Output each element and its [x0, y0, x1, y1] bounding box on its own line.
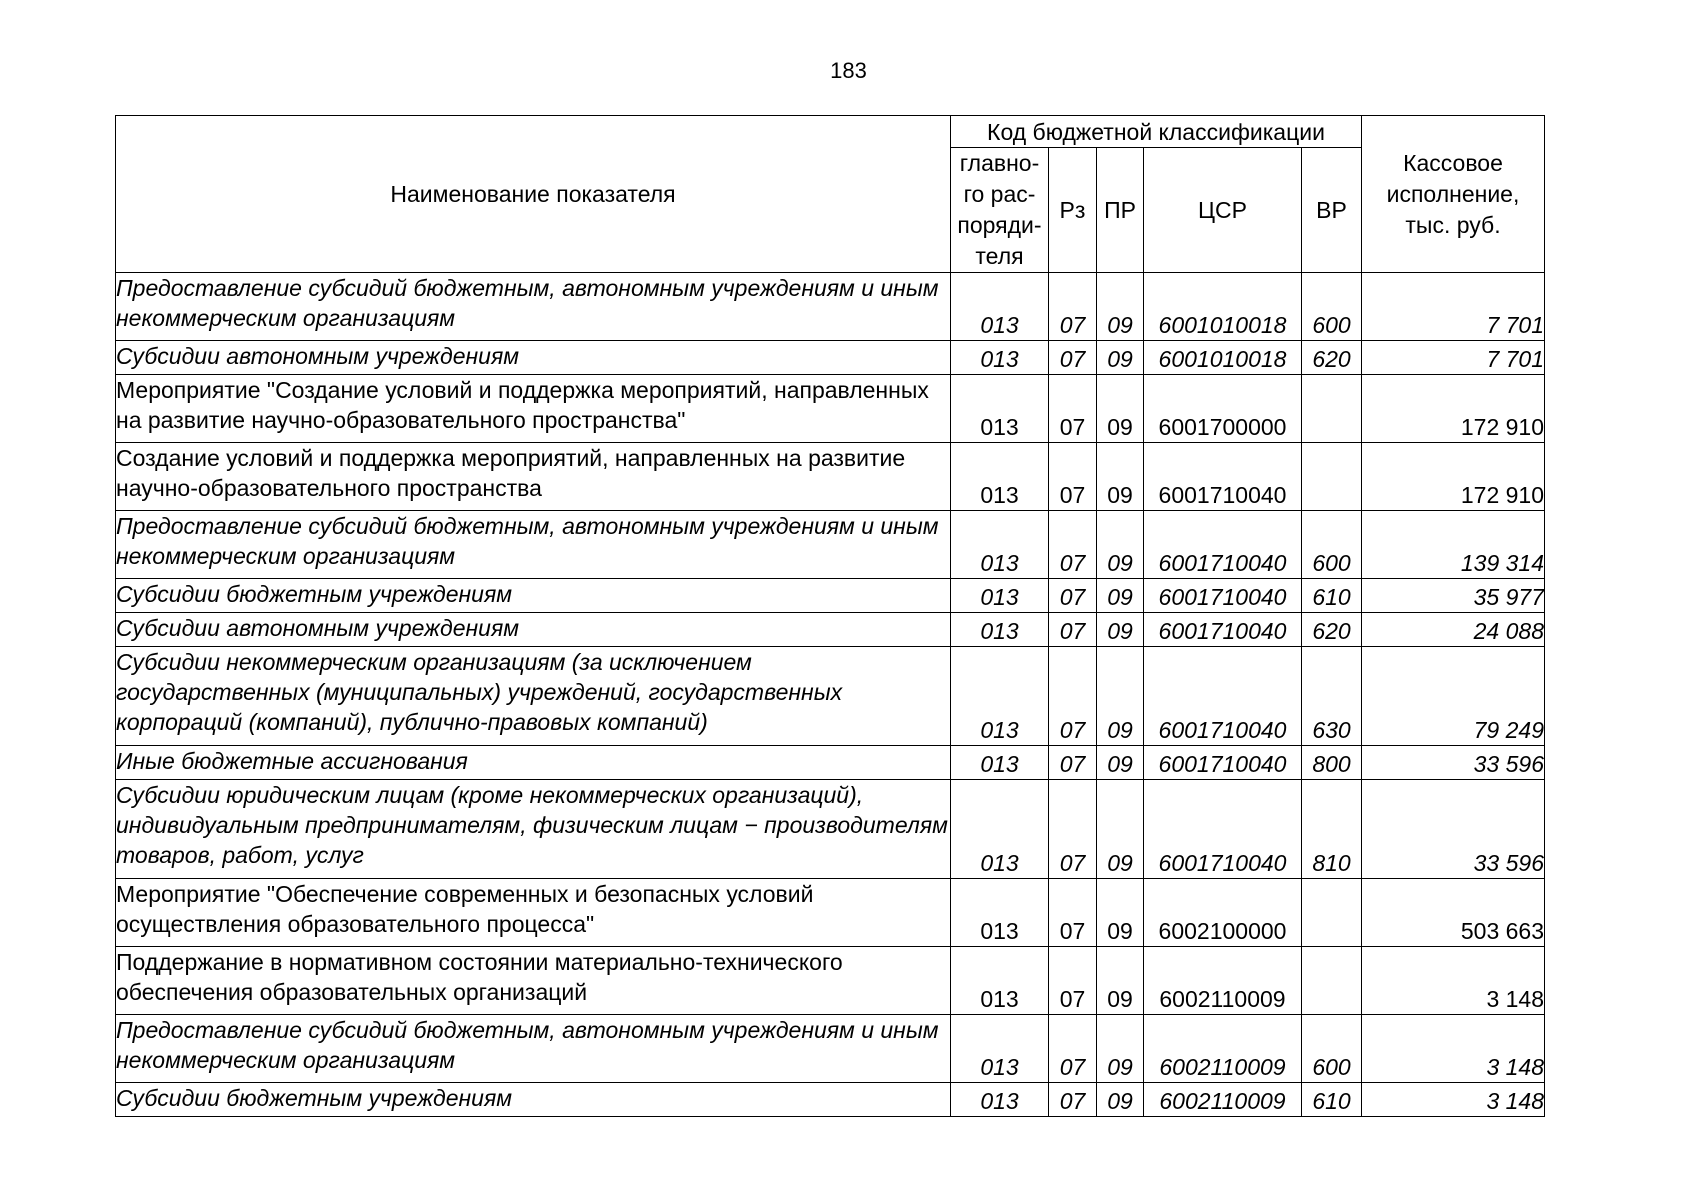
header-rz: Рз [1049, 148, 1097, 273]
row-rz: 07 [1049, 1083, 1097, 1117]
row-pr: 09 [1097, 511, 1144, 579]
table-body [116, 273, 1545, 1117]
table-row [116, 341, 1545, 375]
row-rz: 07 [1049, 780, 1097, 879]
row-vr: 800 [1302, 746, 1362, 780]
row-ministry: 013 [951, 443, 1049, 511]
row-amount: 3 148 [1362, 1015, 1545, 1083]
row-rz: 07 [1049, 443, 1097, 511]
row-amount: 35 977 [1362, 579, 1545, 613]
table-row [116, 780, 1545, 879]
row-amount: 7 701 [1362, 273, 1545, 341]
table-row [116, 1015, 1545, 1083]
row-name: Создание условий и поддержка мероприятий, направленных на развитие научно-образовательного пространства [116, 443, 951, 511]
header-code-group: Код бюджетной классификации [951, 116, 1362, 148]
budget-table [115, 115, 1545, 1117]
row-pr: 09 [1097, 341, 1144, 375]
row-vr: 630 [1302, 647, 1362, 746]
row-ministry: 013 [951, 511, 1049, 579]
header-name: Наименование показателя [116, 116, 951, 273]
row-ministry: 013 [951, 1083, 1049, 1117]
row-pr: 09 [1097, 1015, 1144, 1083]
row-csr: 6001710040 [1144, 511, 1302, 579]
row-pr: 09 [1097, 375, 1144, 443]
table-row [116, 947, 1545, 1015]
row-rz: 07 [1049, 375, 1097, 443]
row-rz: 07 [1049, 879, 1097, 947]
row-amount: 172 910 [1362, 443, 1545, 511]
table-row [116, 746, 1545, 780]
table-row [116, 613, 1545, 647]
row-csr: 6001710040 [1144, 579, 1302, 613]
row-csr: 6002110009 [1144, 947, 1302, 1015]
row-rz: 07 [1049, 273, 1097, 341]
row-vr [1302, 443, 1362, 511]
row-pr: 09 [1097, 273, 1144, 341]
row-pr: 09 [1097, 647, 1144, 746]
header-csr: ЦСР [1144, 148, 1302, 273]
row-csr: 6001700000 [1144, 375, 1302, 443]
row-amount: 139 314 [1362, 511, 1545, 579]
row-vr: 600 [1302, 1015, 1362, 1083]
row-ministry: 013 [951, 746, 1049, 780]
table-row [116, 375, 1545, 443]
row-name: Предоставление субсидий бюджетным, автономным учреждениям и иным некоммерческим организациям [116, 511, 951, 579]
row-name: Субсидии автономным учреждениям [116, 613, 951, 647]
table-row [116, 511, 1545, 579]
row-ministry: 013 [951, 647, 1049, 746]
row-name: Мероприятие "Обеспечение современных и безопасных условий осуществления образовательного процесса" [116, 879, 951, 947]
row-rz: 07 [1049, 511, 1097, 579]
row-pr: 09 [1097, 879, 1144, 947]
row-vr: 620 [1302, 613, 1362, 647]
row-amount: 79 249 [1362, 647, 1545, 746]
row-vr [1302, 947, 1362, 1015]
row-name: Субсидии юридическим лицам (кроме некоммерческих организаций), индивидуальным предпринимателям, физическим лицам − производителям товаров, работ, услуг [116, 780, 951, 879]
row-vr: 600 [1302, 273, 1362, 341]
header-cash-execution: Кассовое исполнение, тыс. руб. [1362, 116, 1545, 273]
row-vr: 610 [1302, 579, 1362, 613]
header-vr: ВР [1302, 148, 1362, 273]
row-ministry: 013 [951, 1015, 1049, 1083]
row-amount: 33 596 [1362, 746, 1545, 780]
row-name: Мероприятие "Создание условий и поддержка мероприятий, направленных на развитие научно-образовательного пространства" [116, 375, 951, 443]
row-ministry: 013 [951, 879, 1049, 947]
row-pr: 09 [1097, 780, 1144, 879]
row-name: Субсидии бюджетным учреждениям [116, 1083, 951, 1117]
row-rz: 07 [1049, 1015, 1097, 1083]
row-csr: 6001010018 [1144, 273, 1302, 341]
row-rz: 07 [1049, 746, 1097, 780]
row-rz: 07 [1049, 647, 1097, 746]
header-ministry: главно-го рас-поряди-теля [951, 148, 1049, 273]
table-row [116, 273, 1545, 341]
row-rz: 07 [1049, 341, 1097, 375]
row-amount: 33 596 [1362, 780, 1545, 879]
row-vr: 620 [1302, 341, 1362, 375]
row-amount: 7 701 [1362, 341, 1545, 375]
row-rz: 07 [1049, 947, 1097, 1015]
row-csr: 6002110009 [1144, 1015, 1302, 1083]
row-csr: 6002100000 [1144, 879, 1302, 947]
row-ministry: 013 [951, 780, 1049, 879]
row-name: Предоставление субсидий бюджетным, автономным учреждениям и иным некоммерческим организациям [116, 1015, 951, 1083]
row-ministry: 013 [951, 341, 1049, 375]
row-vr [1302, 375, 1362, 443]
row-name: Предоставление субсидий бюджетным, автономным учреждениям и иным некоммерческим организациям [116, 273, 951, 341]
row-rz: 07 [1049, 613, 1097, 647]
row-ministry: 013 [951, 947, 1049, 1015]
row-vr: 610 [1302, 1083, 1362, 1117]
row-name: Субсидии бюджетным учреждениям [116, 579, 951, 613]
row-csr: 6002110009 [1144, 1083, 1302, 1117]
row-pr: 09 [1097, 1083, 1144, 1117]
row-vr: 810 [1302, 780, 1362, 879]
page-number: 183 [830, 58, 867, 83]
row-pr: 09 [1097, 746, 1144, 780]
row-pr: 09 [1097, 579, 1144, 613]
row-name: Субсидии автономным учреждениям [116, 341, 951, 375]
row-vr [1302, 879, 1362, 947]
table-row [116, 647, 1545, 746]
row-csr: 6001710040 [1144, 746, 1302, 780]
row-amount: 3 148 [1362, 1083, 1545, 1117]
row-pr: 09 [1097, 947, 1144, 1015]
row-amount: 3 148 [1362, 947, 1545, 1015]
row-pr: 09 [1097, 613, 1144, 647]
row-csr: 6001710040 [1144, 647, 1302, 746]
header-pr: ПР [1097, 148, 1144, 273]
row-name: Поддержание в нормативном состоянии материально-технического обеспечения образовательных организаций [116, 947, 951, 1015]
row-amount: 24 088 [1362, 613, 1545, 647]
table-row [116, 1083, 1545, 1117]
row-ministry: 013 [951, 273, 1049, 341]
row-ministry: 013 [951, 375, 1049, 443]
table-row [116, 443, 1545, 511]
row-name: Иные бюджетные ассигнования [116, 746, 951, 780]
row-csr: 6001710040 [1144, 780, 1302, 879]
row-csr: 6001710040 [1144, 613, 1302, 647]
row-ministry: 013 [951, 613, 1049, 647]
row-rz: 07 [1049, 579, 1097, 613]
row-amount: 503 663 [1362, 879, 1545, 947]
row-ministry: 013 [951, 579, 1049, 613]
row-pr: 09 [1097, 443, 1144, 511]
row-amount: 172 910 [1362, 375, 1545, 443]
row-name: Субсидии некоммерческим организациям (за исключением государственных (муниципальных) учреждений, государственных корпораций (компаний), публично-правовых компаний) [116, 647, 951, 746]
row-vr: 600 [1302, 511, 1362, 579]
row-csr: 6001010018 [1144, 341, 1302, 375]
table-row [116, 879, 1545, 947]
row-csr: 6001710040 [1144, 443, 1302, 511]
table-row [116, 579, 1545, 613]
